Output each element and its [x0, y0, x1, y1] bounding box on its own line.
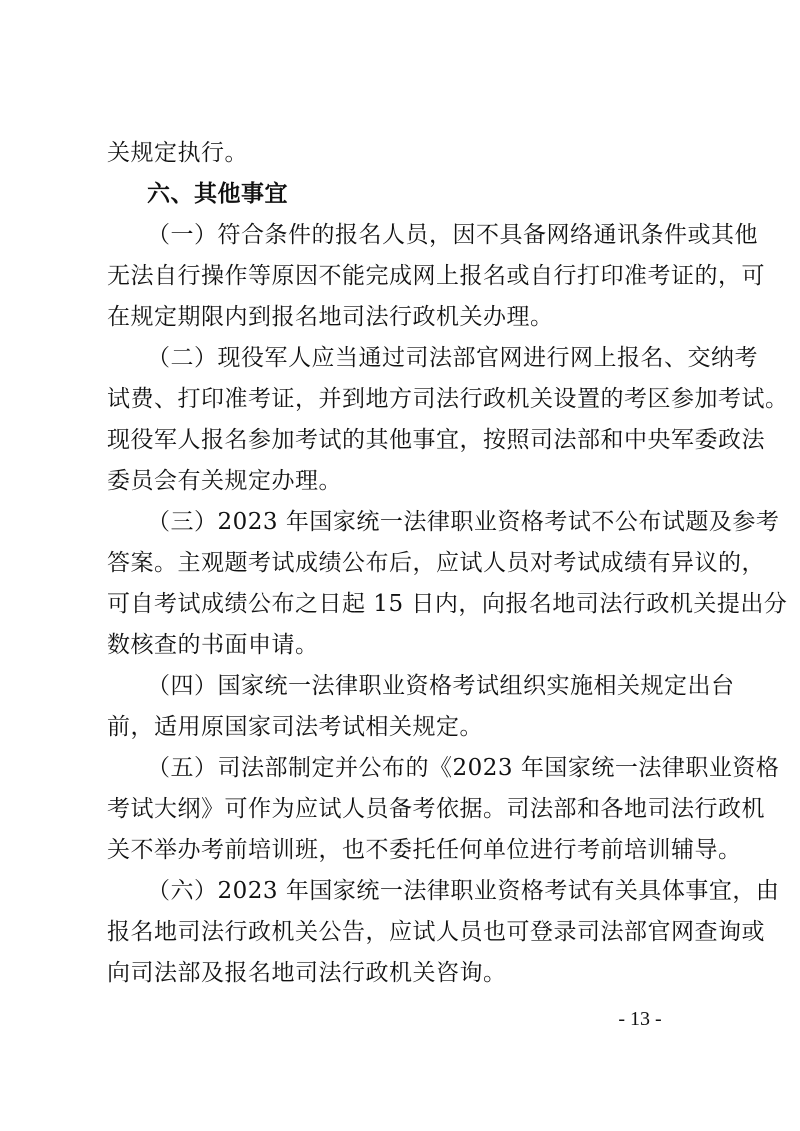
paragraph-start-line: （四）国家统一法律职业资格考试组织实施相关规定出台: [147, 673, 735, 699]
text-line: 关规定执行。: [107, 140, 248, 166]
text-line: 试费、打印准考证，并到地方司法行政机关设置的考区参加考试。: [107, 386, 789, 412]
text-line: 向司法部及报名地司法行政机关咨询。: [107, 960, 507, 986]
text-line: 关不举办考前培训班，也不委托任何单位进行考前培训辅导。: [107, 837, 742, 863]
text-line: 答案。主观题考试成绩公布后，应试人员对考试成绩有异议的，: [107, 550, 765, 576]
text-line: 可自考试成绩公布之日起 15 日内，向报名地司法行政机关提出分: [107, 591, 788, 617]
text-line: 报名地司法行政机关公告，应试人员也可登录司法部官网查询或: [107, 919, 765, 945]
text-line: 在规定期限内到报名地司法行政机关办理。: [107, 304, 554, 330]
text-line: 委员会有关规定办理。: [107, 468, 342, 494]
text-line: 数核查的书面申请。: [107, 632, 319, 658]
text-line: 现役军人报名参加考试的其他事宜，按照司法部和中央军委政法: [107, 427, 765, 453]
paragraph-start-line: （六）2023 年国家统一法律职业资格考试有关具体事宜，由: [147, 878, 780, 904]
paragraph-start-line: （三）2023 年国家统一法律职业资格考试不公布试题及参考: [147, 509, 780, 535]
text-line: 前，适用原国家司法考试相关规定。: [107, 714, 483, 740]
section-heading: 六、其他事宜: [147, 181, 288, 207]
paragraph-start-line: （一）符合条件的报名人员，因不具备网络通讯条件或其他: [147, 222, 758, 248]
text-line: 无法自行操作等原因不能完成网上报名或自行打印准考证的，可: [107, 263, 765, 289]
page-number: - 13 -: [618, 1008, 662, 1030]
text-line: 考试大纲》可作为应试人员备考依据。司法部和各地司法行政机: [107, 796, 765, 822]
paragraph-start-line: （五）司法部制定并公布的《2023 年国家统一法律职业资格: [147, 755, 780, 781]
paragraph-start-line: （二）现役军人应当通过司法部官网进行网上报名、交纳考: [147, 345, 758, 371]
